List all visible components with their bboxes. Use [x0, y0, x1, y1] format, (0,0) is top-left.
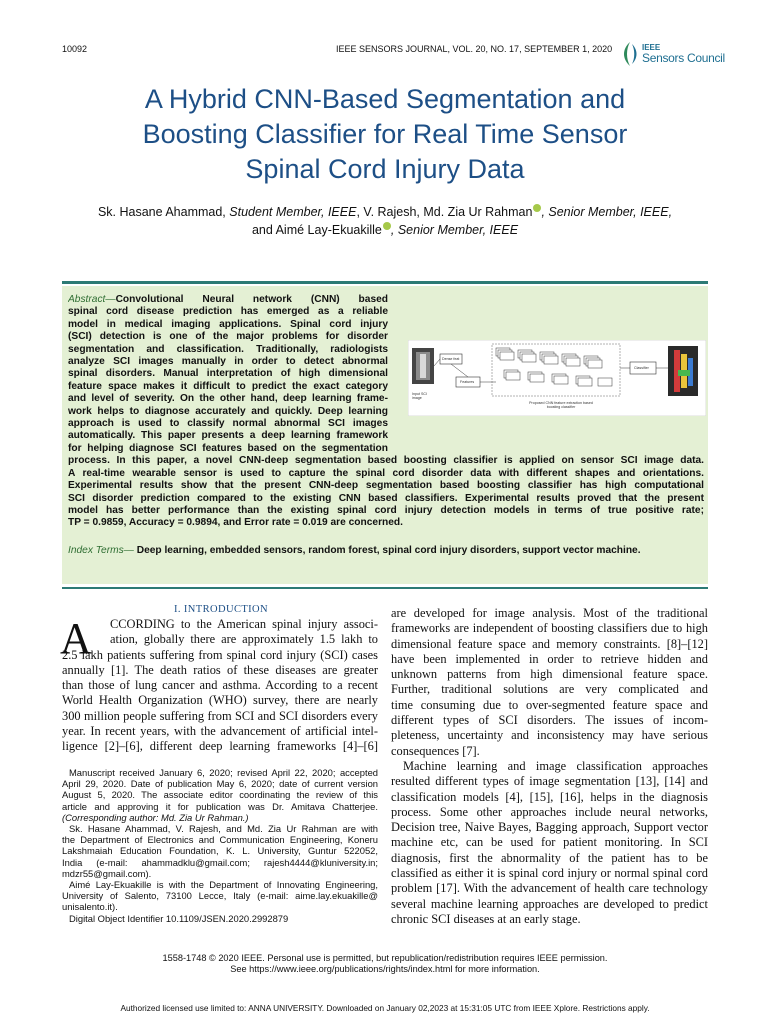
journal-header: IEEE SENSORS JOURNAL, VOL. 20, NO. 17, SEPTEMBER 1, 2020 — [336, 44, 613, 54]
abstract-line: segmentation and classification. Traditionally, radiologists — [68, 343, 388, 355]
drop-cap: A — [60, 614, 92, 663]
author-name: and Aimé Lay-Ekuakille — [251, 223, 382, 237]
body-line: World Health Organization (WHO) survey, there are nearly — [62, 693, 378, 708]
index-terms-value: Deep learning, embedded sensors, random forest, spinal cord injury disorders, support vector machine. — [133, 545, 641, 556]
body-line: classification models [4], [15], [16], helps in the diagnosis — [391, 789, 708, 804]
body-line: year. In recent years, with the advancement of artificial intel- — [62, 724, 378, 739]
abstract-line: feature space makes it difficult to predict the exact category — [68, 380, 388, 392]
body-line: 300 million people suffering from SCI and SCI disorders every — [62, 708, 378, 723]
abstract-line: model has better performance than the existing spinal cord injury detection models in terms of true positive rate; — [68, 504, 704, 516]
body-line: time consuming due to over-segmented feature space and — [391, 697, 708, 712]
footnote-line: Aimé Lay-Ekuakille is with the Department of Innovating Engineering, — [69, 879, 378, 891]
body-line: resulted different types of image segmentation [13], [14] and — [391, 774, 708, 789]
footnote-line: article and approving it for publication was Dr. Amitava Chatterjee. — [62, 800, 378, 812]
footnote — [62, 767, 378, 924]
body-line: CCORDING to the American spinal injury associ- — [110, 617, 378, 631]
body-line: Machine learning and image classification approaches — [403, 758, 708, 773]
copyright-line[interactable]: See https://www.ieee.org/publications/rights/index.html for more information. — [230, 964, 540, 974]
logo-council-text: Sensors Council — [642, 51, 725, 65]
author-line — [40, 203, 730, 221]
title-line: A Hybrid CNN-Based Segmentation and — [144, 84, 626, 114]
footnote-line: the Department of Electronics and Communication Engineering, Koneru — [62, 834, 378, 846]
index-terms — [68, 545, 708, 556]
abstract-line: (SCI) detection is one of the major problems for disorder — [68, 331, 388, 343]
copyright-line: 1558-1748 © 2020 IEEE. Personal use is permitted, but republication/redistribution requires IEEE permission. — [162, 953, 608, 963]
body-line: unknown patterns from high dimensional feature space. — [391, 667, 708, 682]
body-line: chronic SCI diseases at an early stage. — [391, 911, 581, 926]
body-line: process. Some other approaches include neural networks, — [391, 804, 708, 819]
index-terms-label: Index Terms— — [68, 545, 134, 556]
body-line: consequences [7]. — [391, 743, 480, 758]
body-line: dimensional feature space and memory constraints. [8]–[12] — [391, 636, 708, 651]
abstract-line: automatically. This paper presents a deep learning framework — [68, 430, 388, 442]
abstract-line: SCI disorder prediction compared to the existing CNN based classifiers. Experimental results proved that the present — [68, 492, 704, 504]
logo-ieee-text: IEEE — [642, 43, 661, 52]
doi-line: Digital Object Identifier 10.1109/JSEN.2020.2992879 — [69, 912, 289, 924]
body-line: diagnosis, first the abnormality of the patient has to be — [391, 850, 708, 865]
footnote-line: Sk. Hasane Ahammad, V. Rajesh, and Md. Zia Ur Rahman are with — [69, 823, 378, 835]
author-name: , V. Rajesh, Md. Zia Ur Rahman — [356, 205, 533, 219]
authorized-use-notice: Authorized licensed use limited to: ANNA UNIVERSITY. Downloaded on January 02,2023 at 15:31:05 UTC from IEEE Xplore. Restrictions apply. — [120, 1003, 650, 1013]
title-line: Boosting Classifier for Real Time Sensor — [142, 119, 628, 149]
sensor-leaf-icon — [620, 41, 640, 67]
features-label: Features — [460, 380, 475, 384]
body-line: ligence [2]–[6], different deep learning frameworks [4]–[6] — [62, 739, 378, 754]
body-line: than those of lung cancer and asthma. According to a recent — [62, 678, 378, 693]
abstract-line: process. In this paper, a novel CNN-deep segmentation based boosting classifier is applied on sensor SCI image data. — [68, 455, 704, 467]
author-role: Student Member, IEEE — [229, 205, 357, 219]
abstract-line: Experimental results show that the present CNN-deep segmentation based boosting classifier has high computational — [68, 480, 704, 492]
body-line: classified as either it is spinal cord injury or normal spinal cord — [391, 866, 708, 881]
footnote-line: India (e-mail: ahammadklu@gmail.com; rajesh4444@kluniversity.in; — [62, 856, 378, 868]
body-line: Further, traditional solutions are very complicated and — [391, 682, 708, 697]
footnote-line: Manuscript received January 6, 2020; revised April 22, 2020; accepted — [69, 767, 378, 778]
body-line: Decision tree, Naive Bayes, Bagging approach, Support vector — [391, 820, 708, 835]
body-line: annually [1]. The death ratios of these diseases are greater — [62, 662, 378, 677]
abstract-line: Abstract—Convolutional Neural network (CNN) based — [68, 294, 388, 305]
title-line: Spinal Cord Injury Data — [245, 154, 525, 184]
author-role: , Senior Member, IEEE, — [541, 205, 673, 219]
classifier-label: Classifier — [634, 366, 649, 370]
abstract-line: spinal disorders. Manual interpretation of high dimensional — [68, 368, 388, 380]
footnote-line: (Corresponding author: Md. Zia Ur Rahman.) — [62, 811, 249, 823]
footnote-line: April 29, 2020. Date of publication May 6, 2020; date of current version — [62, 778, 378, 790]
copyright-notice — [60, 953, 710, 975]
body-line: 2.5 lakh patients suffering from spinal cord injury (SCI) cases — [62, 647, 378, 662]
abstract-bottom-rule — [62, 587, 708, 589]
abstract-line: TP = 0.9859, Accuracy = 0.9894, and Error rate = 0.019 are concerned. — [68, 517, 403, 529]
right-column — [391, 606, 708, 927]
body-line: are developed for image analysis. Most of the traditional — [391, 606, 708, 620]
graphical-abstract-figure — [408, 340, 706, 416]
body-line: pleteness, uncertainty and inconsistency may have serious — [391, 728, 708, 743]
author-name: Sk. Hasane Ahammad, — [97, 205, 226, 219]
body-line: problem [17]. With the advancement of health care technology — [391, 881, 708, 896]
author-role: , Senior Member, IEEE — [390, 223, 519, 237]
section-heading: I. INTRODUCTION — [173, 604, 269, 615]
figure-caption: Proposed CNN feature extraction based boosting classifier — [529, 401, 593, 409]
body-line: have been implemented in order to retrieve hidden and — [391, 651, 708, 666]
footnote-line: Lakshmaiah Education Foundation, K. L. University, Guntur 522052, — [62, 845, 378, 857]
input-image-label: Input SCI image — [412, 392, 427, 400]
abstract-line: for helping diagnose SCI features based on the segmentation — [68, 442, 388, 454]
orcid-icon[interactable] — [383, 222, 391, 230]
abstract-line: analyze SCI images manually in order to detect abnormal — [68, 356, 388, 368]
dense-feat-label: Dense feat — [442, 357, 460, 361]
abstract-line: work helps to diagnose accurately and quickly. Deep learning — [68, 405, 388, 417]
body-line: ation, globally there are approximately 1.5 lakh to — [110, 632, 378, 647]
page-number: 10092 — [62, 44, 88, 54]
abstract-line: spinal cord disease prediction has emerged as a reliable — [68, 306, 388, 318]
body-line: frameworks are independent of boosting classifiers due to high — [391, 621, 708, 636]
author-list — [40, 203, 730, 239]
paper-title — [60, 82, 710, 187]
footnote-line: August 5, 2020. The associate editor coordinating the review of this — [62, 789, 378, 801]
author-line — [40, 221, 730, 239]
abstract-label: Abstract— — [68, 294, 116, 305]
body-line: machine etc, can be used for patient monitoring. In SCI — [391, 835, 708, 850]
body-line: several machine learning approaches are developed to predict — [391, 896, 708, 911]
left-column — [62, 606, 378, 755]
footnote-line: mdzr55@gmail.com). — [62, 867, 152, 879]
footnote-line: University of Salento, 73100 Lecce, Italy (e-mail: aime.lay.ekuakille@ — [62, 890, 378, 902]
ieee-sensors-council-logo — [620, 41, 725, 69]
abstract-top-rule — [62, 281, 708, 284]
abstract-line: model in medical imaging applications. Spinal cord injury — [68, 318, 388, 330]
abstract-line: approach is used to classify normal abnormal SCI images — [68, 418, 388, 430]
footnote-line: unisalento.it). — [62, 901, 118, 913]
abstract-line: A real-time wearable sensor is used to capture the spinal cord disorder data with different shapes and orientations. — [68, 467, 704, 479]
abstract-line: and level of severity. On the other hand, deep learning frame- — [68, 393, 388, 405]
body-line: different types of SCI disorders. The issues of incom- — [391, 713, 708, 728]
